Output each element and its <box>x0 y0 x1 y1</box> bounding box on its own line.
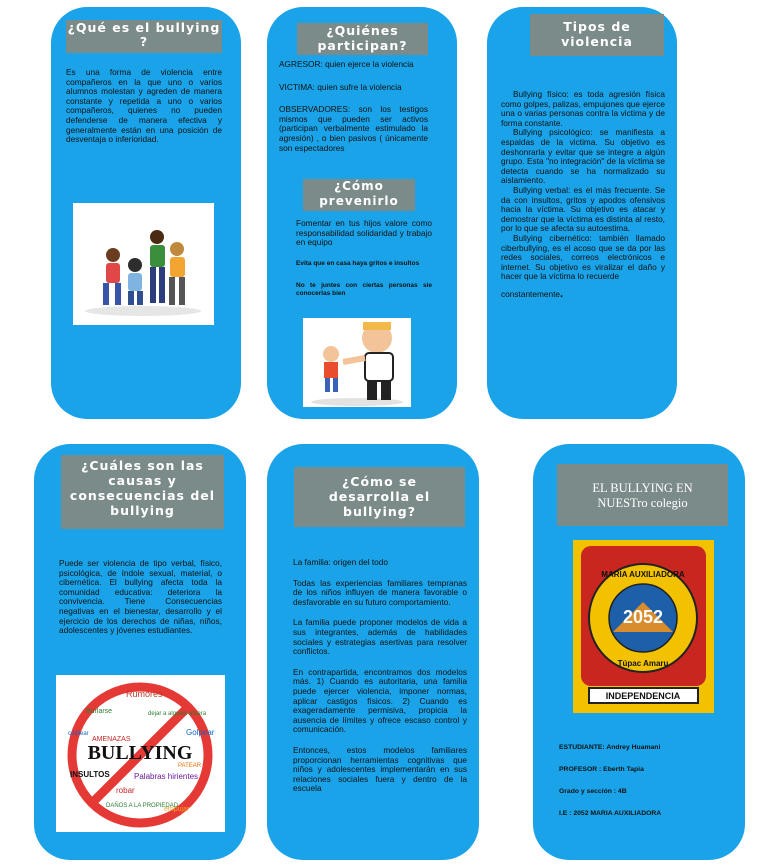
logo-bottom-text: Túpac Amaru <box>617 659 669 668</box>
word-rumores: Rumores <box>126 689 163 699</box>
school-logo <box>573 540 714 713</box>
word-danos: DAÑOS A LA PROPIEDAD <box>106 803 179 809</box>
tipo-psicologico: Bullying psicológico: se manifiesta a espaldas de la victima. Su objetivo es deshonrarla y evitar que se integre a algún grupo. Esta "no integración" de la víctima se detecta cuando se ha normalizado su aislamiento. <box>501 127 665 186</box>
panel4-body: Puede ser violencia de tipo verbal, físico, psicológica, de índole sexual, material, o cibernética. El bullying afecta toda la comunidad educativa: deteriora la convivencia. Tiene Consecuencias negativas en el bienestar, desarrollo y el ejercicio de los derechos de niñas, niños, adolescentes y jóvenes estudiantes. <box>59 558 222 636</box>
tipo-cibernetico: Bullying cibernético: también llamado ciberbullying, es el acoso que se da por las redes sociales, correos electrónicos e internet. Su objetivo es viralizar el daño y hacer que la víctima lo recuerde <box>501 232 665 282</box>
kids-fighting-image <box>73 203 214 325</box>
bullying-main-word: BULLYING <box>87 742 193 764</box>
word-empujar: empujar <box>164 806 190 813</box>
tipo-last-line <box>501 287 665 300</box>
bully-illustration <box>303 318 411 407</box>
word-insultos: INSULTOS <box>70 770 110 779</box>
kids-fighting-illustration <box>73 203 214 325</box>
panel5-title: ¿Cómo se desarrolla el bullying? <box>294 467 465 527</box>
word-cotillear: cotillear <box>68 731 89 737</box>
word-dejar-afuera: dejar a alguien afuera <box>148 711 207 717</box>
word-robar: robar <box>116 786 135 795</box>
entonces: Entonces, estos modelos familiares proporcionan herramientas cognitivas que niños y adolescentes implementarán en sus relaciones sociales fuera y dentro de la escuela <box>293 744 467 794</box>
prevent-list <box>296 219 432 305</box>
panel3-body <box>501 90 665 306</box>
role-victima: VICTIMA: quien sufre la violencia <box>279 81 402 92</box>
prevent-title: ¿Cómo prevenirlo <box>303 179 415 211</box>
info-profesor: PROFESOR : Eberth Tapia <box>559 766 644 773</box>
student-info <box>559 744 729 825</box>
panel3-title: Tipos de violencia <box>530 14 664 56</box>
prevent-item-2: Evita que en casa haya gritos e insultos <box>296 259 420 267</box>
word-amenazas: AMENAZAS <box>92 736 131 743</box>
word-patear: PATEAR <box>178 763 202 769</box>
role-agresor: AGRESOR: quien ejerce la violencia <box>279 59 414 69</box>
info-grado: Grado y sección : 4B <box>559 788 627 795</box>
word-golpear: Golpear <box>186 728 215 737</box>
word-palabras-hirientes: Palabras hirientes <box>134 772 199 781</box>
bully-image <box>303 318 411 407</box>
info-ie: I.E : 2052 MARIA AUXILIADORA <box>559 810 662 817</box>
role-observadores: OBSERVADORES: son los testigos mismos que pueden ser activos (participan verbalmente estimulado la agresión) , o bien pasivos ( únicamente son espectadores <box>279 104 428 153</box>
logo-number: 2052 <box>622 607 664 627</box>
panel2-title: ¿Quiénes participan? <box>297 23 428 55</box>
bullying-words-graphic <box>56 675 225 832</box>
panel1-title: ¿Qué es el bullying ? <box>66 20 222 53</box>
school-shield-logo <box>573 540 714 713</box>
experiencias: Todas las experiencias familiares tempranas de los niños influyen de manera favorable o desfavorable en su futuro comportamiento. <box>293 577 467 607</box>
panel6-title: EL BULLYING EN NUESTro colegio <box>557 464 728 526</box>
contrapartida: En contrapartida, encontramos dos modelos más. 1) Cuando es autoritaria, una familia puede ejercer violencia, imponer normas, aplicar castigos físicos. 2) Cuando es exageradamente permisiva, propicia la ausencia de límites y ofrece escaso control y comunicación. <box>293 666 467 735</box>
panel2-participants <box>279 60 428 160</box>
origen-familia: La familia: origen del todo <box>293 557 389 567</box>
logo-top-text: MARIA AUXILIADORA <box>601 570 685 579</box>
panel5-body <box>293 558 467 801</box>
prevent-item-3: No te juntes con ciertas personas sie conocerlas bien <box>296 281 432 297</box>
bullying-words-image <box>56 675 225 832</box>
info-estudiante: ESTUDIANTE: Andrey Huamani <box>559 744 661 751</box>
panel4-title: ¿Cuáles son las causas y consecuencias del bullying <box>61 455 224 529</box>
word-burlarse: Burlarse <box>86 708 113 715</box>
last-word: constantemente <box>501 288 561 299</box>
tipo-fisico: Bullying físico: es toda agresión física como golpes, palizas, empujones que ejerce una o varias personas contra la victima y de forma constante. <box>501 89 665 128</box>
logo-banner: INDEPENDENCIA <box>605 691 681 701</box>
panel1-body: Es una forma de violencia entre compañeros en la que uno o varios alumnos molestan y agreden de manera constante y repetida a uno o varios compañeros, quienes no pueden defenderse de manera efectiva y generalmente están en una posición de desventaja o inferioridad. <box>66 67 222 145</box>
tipo-verbal: Bullying verbal: es el más frecuente. Se da con insultos, gritos y apodos ofensivos hacia la víctima. Su objetivo es atacar y demostrar que la víctima es distinta al resto, por lo que se afecta su autoestima. <box>501 184 665 234</box>
modelos-vida: La familia puede proponer modelos de vida a sus integrantes, además de habilidades sociales y estrategias asertivas para resolver conflictos. <box>293 617 467 657</box>
prevent-item-1: Fomentar en tus hijos valore como responsabilidad solidaridad y trabajo en equipo <box>296 218 432 248</box>
last-dot: . <box>560 287 564 300</box>
